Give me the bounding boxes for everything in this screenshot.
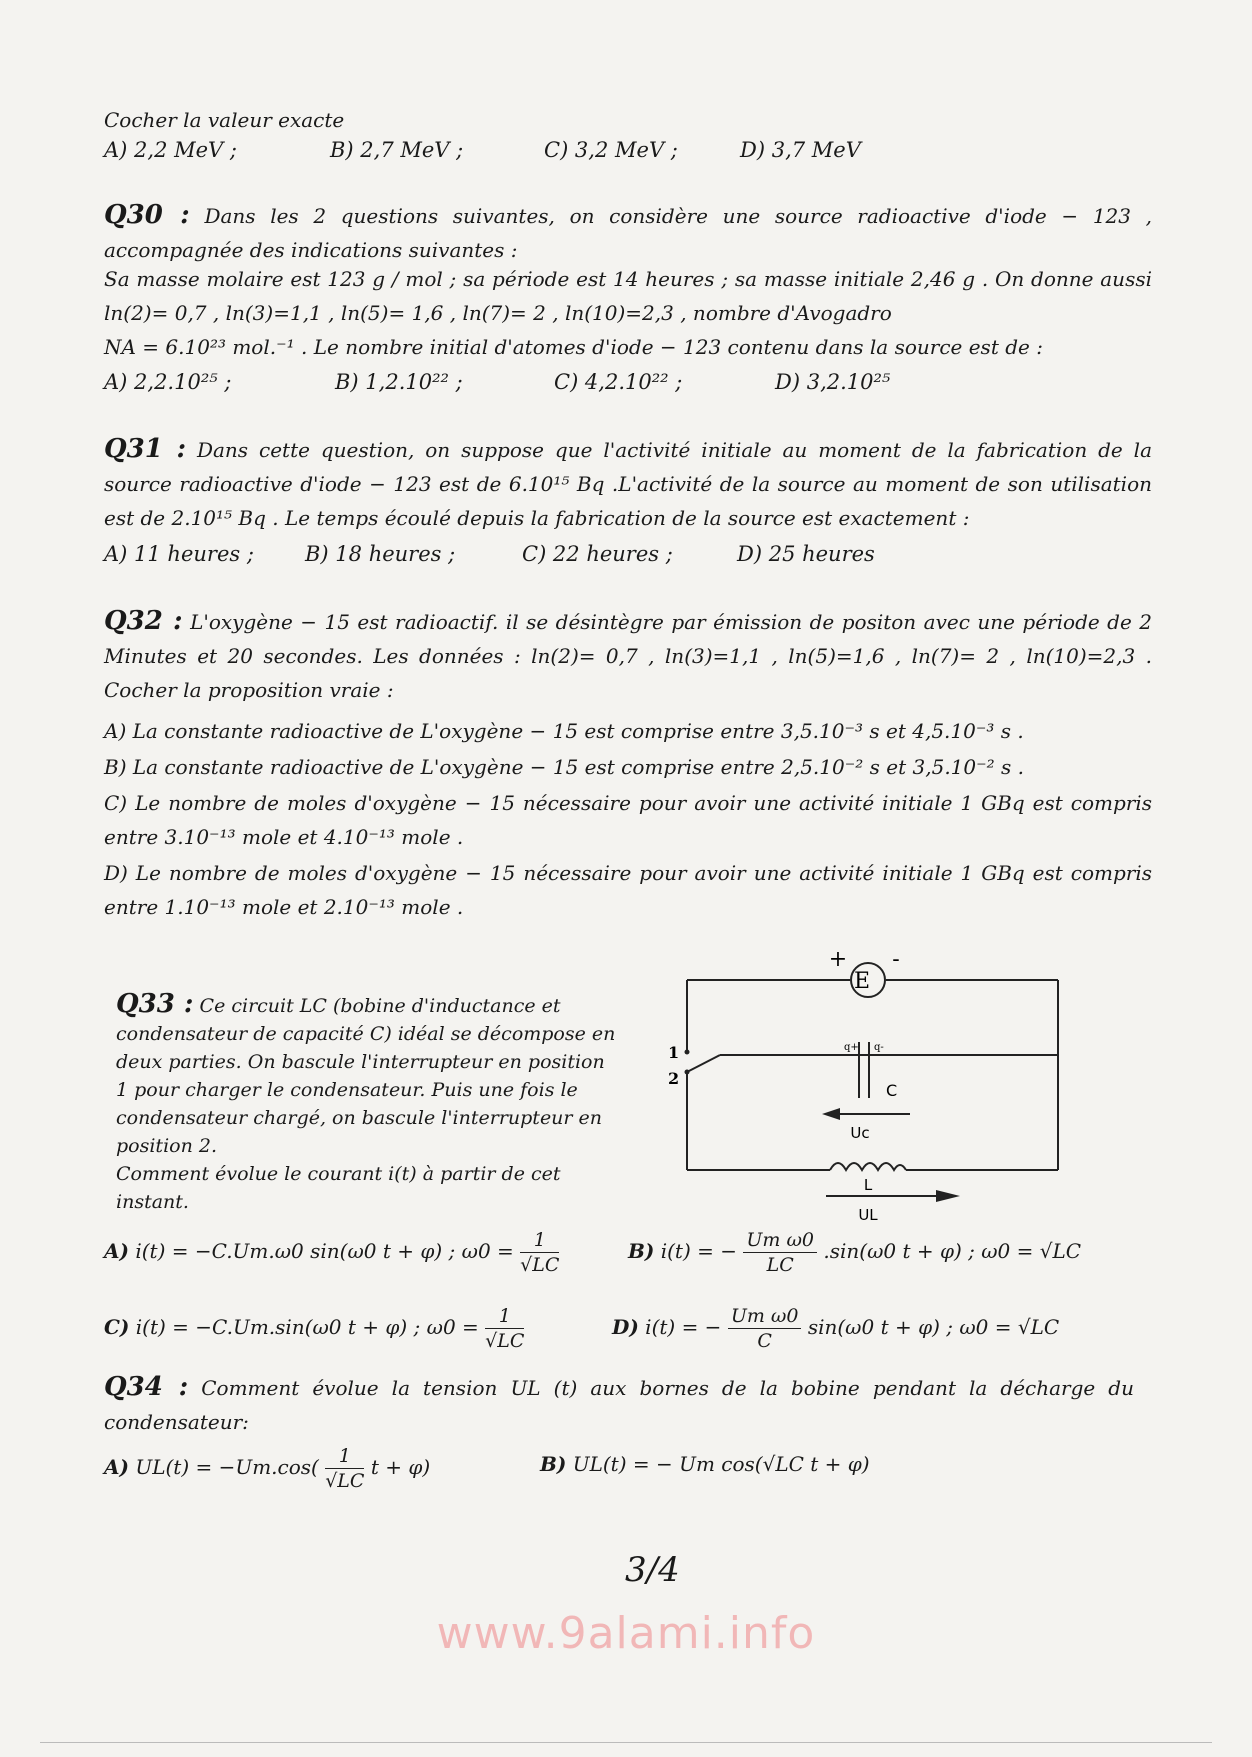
q30-intro: Dans les 2 questions suivantes, on considère une source radioactive d'iode − 123 , accompagnée des indications suivantes : [104, 204, 1153, 262]
source-label: E [853, 969, 871, 994]
uc-arrow-head [822, 1108, 840, 1120]
fraction-numerator: Um ω0 [743, 1228, 817, 1253]
q30-question: NA = 6.10²³ mol.⁻¹ . Le nombre initial d'atomes d'iode − 123 contenu dans la source est de : [104, 335, 1043, 359]
q34-option-a-label: A) [104, 1455, 129, 1479]
pos1-label: 1 [668, 1043, 680, 1062]
fraction-numerator: Um ω0 [728, 1304, 802, 1329]
ul-label: UL [858, 1206, 878, 1224]
q34-option-a-pre: UL(t) = −Um.cos( [135, 1455, 319, 1479]
q31-option-b: B) 18 heures ; [305, 542, 456, 566]
fraction-denominator: C [757, 1330, 772, 1352]
watermark: www.9alami.info [436, 1608, 816, 1659]
fraction-numerator: 1 [325, 1444, 364, 1469]
fraction-denominator: √LC [485, 1330, 525, 1352]
ul-arrow-head [936, 1190, 960, 1202]
q33-option-c-label: C) [104, 1315, 130, 1339]
q32-text: L'oxygène − 15 est radioactif. il se désintègre par émission de positon avec une période de 2 Minutes et 20 secondes. Les données : ln(2)= 0,7 , ln(3)=1,1 , ln(5)=1,6 , ln(7)= 2 , ln(10)=2,3 . Cocher la proposition vraie : [104, 610, 1153, 702]
pos2-label: 2 [668, 1069, 680, 1088]
q33-text: Ce circuit LC (bobine d'inductance et condensateur de capacité C) idéal se décompose en deux parties. On bascule l'interrupteur en position 1 pour charger le condensateur. Puis une fois le condensateur chargé, on bascule l'interrupteur en position 2. [116, 995, 616, 1157]
q31-text: Dans cette question, on suppose que l'activité initiale au moment de la fabrication de la source radioactive d'iode − 123 est de 6.10¹⁵ Bq .L'activité de la source au moment de son utilisation est de 2.10¹⁵ Bq . Le temps écoulé depuis la fabrication de la source est exactement : [104, 438, 1152, 530]
q32-option-b: B) La constante radioactive de L'oxygène − 15 est comprise entre 2,5.10⁻² s et 3,5.10⁻² s . [104, 755, 1025, 779]
q33-option-d-post: sin(ω0 t + φ) ; ω0 = √LC [807, 1315, 1060, 1339]
q29-option-b: B) 2,7 MeV ; [330, 138, 464, 162]
capacitor-label: C [886, 1081, 898, 1100]
q31-option-a: A) 11 heures ; [104, 542, 254, 566]
page-number: 3/4 [625, 1550, 680, 1590]
q29-option-c: C) 3,2 MeV ; [544, 138, 678, 162]
q31-block [104, 432, 1152, 535]
q34-option-a-post: t + φ) [370, 1455, 431, 1479]
bottom-divider [40, 1742, 1212, 1743]
q34-block [104, 1370, 1134, 1439]
q33-option-d-pre: i(t) = − [645, 1315, 722, 1339]
q34-option-b [540, 1452, 870, 1476]
q33-option-a-expr: i(t) = −C.Um.ω0 sin(ω0 t + φ) ; ω0 = [135, 1239, 514, 1263]
plus-label: + [828, 950, 848, 972]
q33-label: Q33 : [116, 989, 194, 1019]
q33-option-c-expr: i(t) = −C.Um.sin(ω0 t + φ) ; ω0 = [135, 1315, 479, 1339]
fraction-denominator: √LC [325, 1470, 365, 1492]
q30-label: Q30 : [104, 200, 190, 230]
q34-option-b-label: B) [540, 1452, 567, 1476]
q33-option-b [628, 1228, 1081, 1277]
q31-label: Q31 : [104, 434, 187, 464]
q30-option-d: D) 3,2.10²⁵ [775, 370, 891, 394]
q34-label: Q34 : [104, 1372, 189, 1402]
q30-option-a: A) 2,2.10²⁵ ; [104, 370, 232, 394]
q31-option-c: C) 22 heures ; [522, 542, 673, 566]
minus-label: - [892, 950, 900, 972]
q34-option-a [104, 1444, 430, 1493]
q33-option-b-frac [743, 1228, 817, 1277]
q33-option-a-label: A) [104, 1239, 129, 1263]
q33-question: Comment évolue le courant i(t) à partir de cet instant. [116, 1163, 561, 1213]
q33-block [116, 990, 616, 1216]
q33-option-b-label: B) [628, 1239, 655, 1263]
q33-option-d-label: D) [612, 1315, 639, 1339]
q33-option-d [612, 1304, 1059, 1353]
switch-contact-1 [685, 1050, 690, 1055]
fraction-numerator: 1 [485, 1304, 524, 1329]
q33-option-b-pre: i(t) = − [660, 1239, 738, 1263]
q30-data: Sa masse molaire est 123 g / mol ; sa période est 14 heures ; sa masse initiale 2,46 g . On donne aussi ln(2)= 0,7 , ln(3)=1,1 , ln(5)= 1,6 , ln(7)= 2 , ln(10)=2,3 , nombre d'Avogadro [104, 267, 1152, 325]
lc-circuit-diagram [650, 950, 1070, 1230]
q29-instruction: Cocher la valeur exacte [104, 108, 345, 132]
switch-contact-2 [685, 1070, 690, 1075]
q29-option-a: A) 2,2 MeV ; [104, 138, 237, 162]
q30-block [104, 198, 1152, 267]
uc-label: Uc [850, 1124, 870, 1142]
q34-option-b-expr: UL(t) = − Um cos(√LC t + φ) [572, 1452, 870, 1476]
inductor-coil [830, 1163, 906, 1170]
q32-block [104, 604, 1152, 707]
q32-option-a: A) La constante radioactive de L'oxygène − 15 est comprise entre 3,5.10⁻³ s et 4,5.10⁻³ s . [104, 719, 1024, 743]
inductor-label: L [863, 1176, 873, 1194]
q32-option-d: D) Le nombre de moles d'oxygène − 15 nécessaire pour avoir une activité initiale 1 GBq est compris entre 1.10⁻¹³ mole et 2.10⁻¹³ mole . [104, 861, 1152, 919]
q30-option-c: C) 4,2.10²² ; [554, 370, 683, 394]
q29-option-d: D) 3,7 MeV [740, 138, 861, 162]
q34-text: Comment évolue la tension UL (t) aux bornes de la bobine pendant la décharge du condensateur: [104, 1376, 1134, 1434]
q33-option-b-post: .sin(ω0 t + φ) ; ω0 = √LC [823, 1239, 1082, 1263]
q32-option-c: C) Le nombre de moles d'oxygène − 15 nécessaire pour avoir une activité initiale 1 GBq est compris entre 3.10⁻¹³ mole et 4.10⁻¹³ mole . [104, 791, 1152, 849]
q-minus-label: q- [874, 1042, 884, 1053]
q30-option-b: B) 1,2.10²² ; [335, 370, 463, 394]
q33-option-c-frac [485, 1304, 524, 1353]
fraction-denominator: √LC [520, 1254, 560, 1276]
q33-option-a-frac [520, 1228, 559, 1277]
q33-option-a [104, 1228, 559, 1277]
switch-blade [687, 1055, 720, 1072]
q33-option-d-frac [728, 1304, 802, 1353]
q31-option-d: D) 25 heures [737, 542, 875, 566]
q33-option-c [104, 1304, 524, 1353]
fraction-numerator: 1 [520, 1228, 559, 1253]
q-plus-label: q+ [844, 1042, 859, 1053]
q32-label: Q32 : [104, 606, 183, 636]
q34-option-a-frac [325, 1444, 364, 1493]
fraction-denominator: LC [766, 1254, 794, 1276]
